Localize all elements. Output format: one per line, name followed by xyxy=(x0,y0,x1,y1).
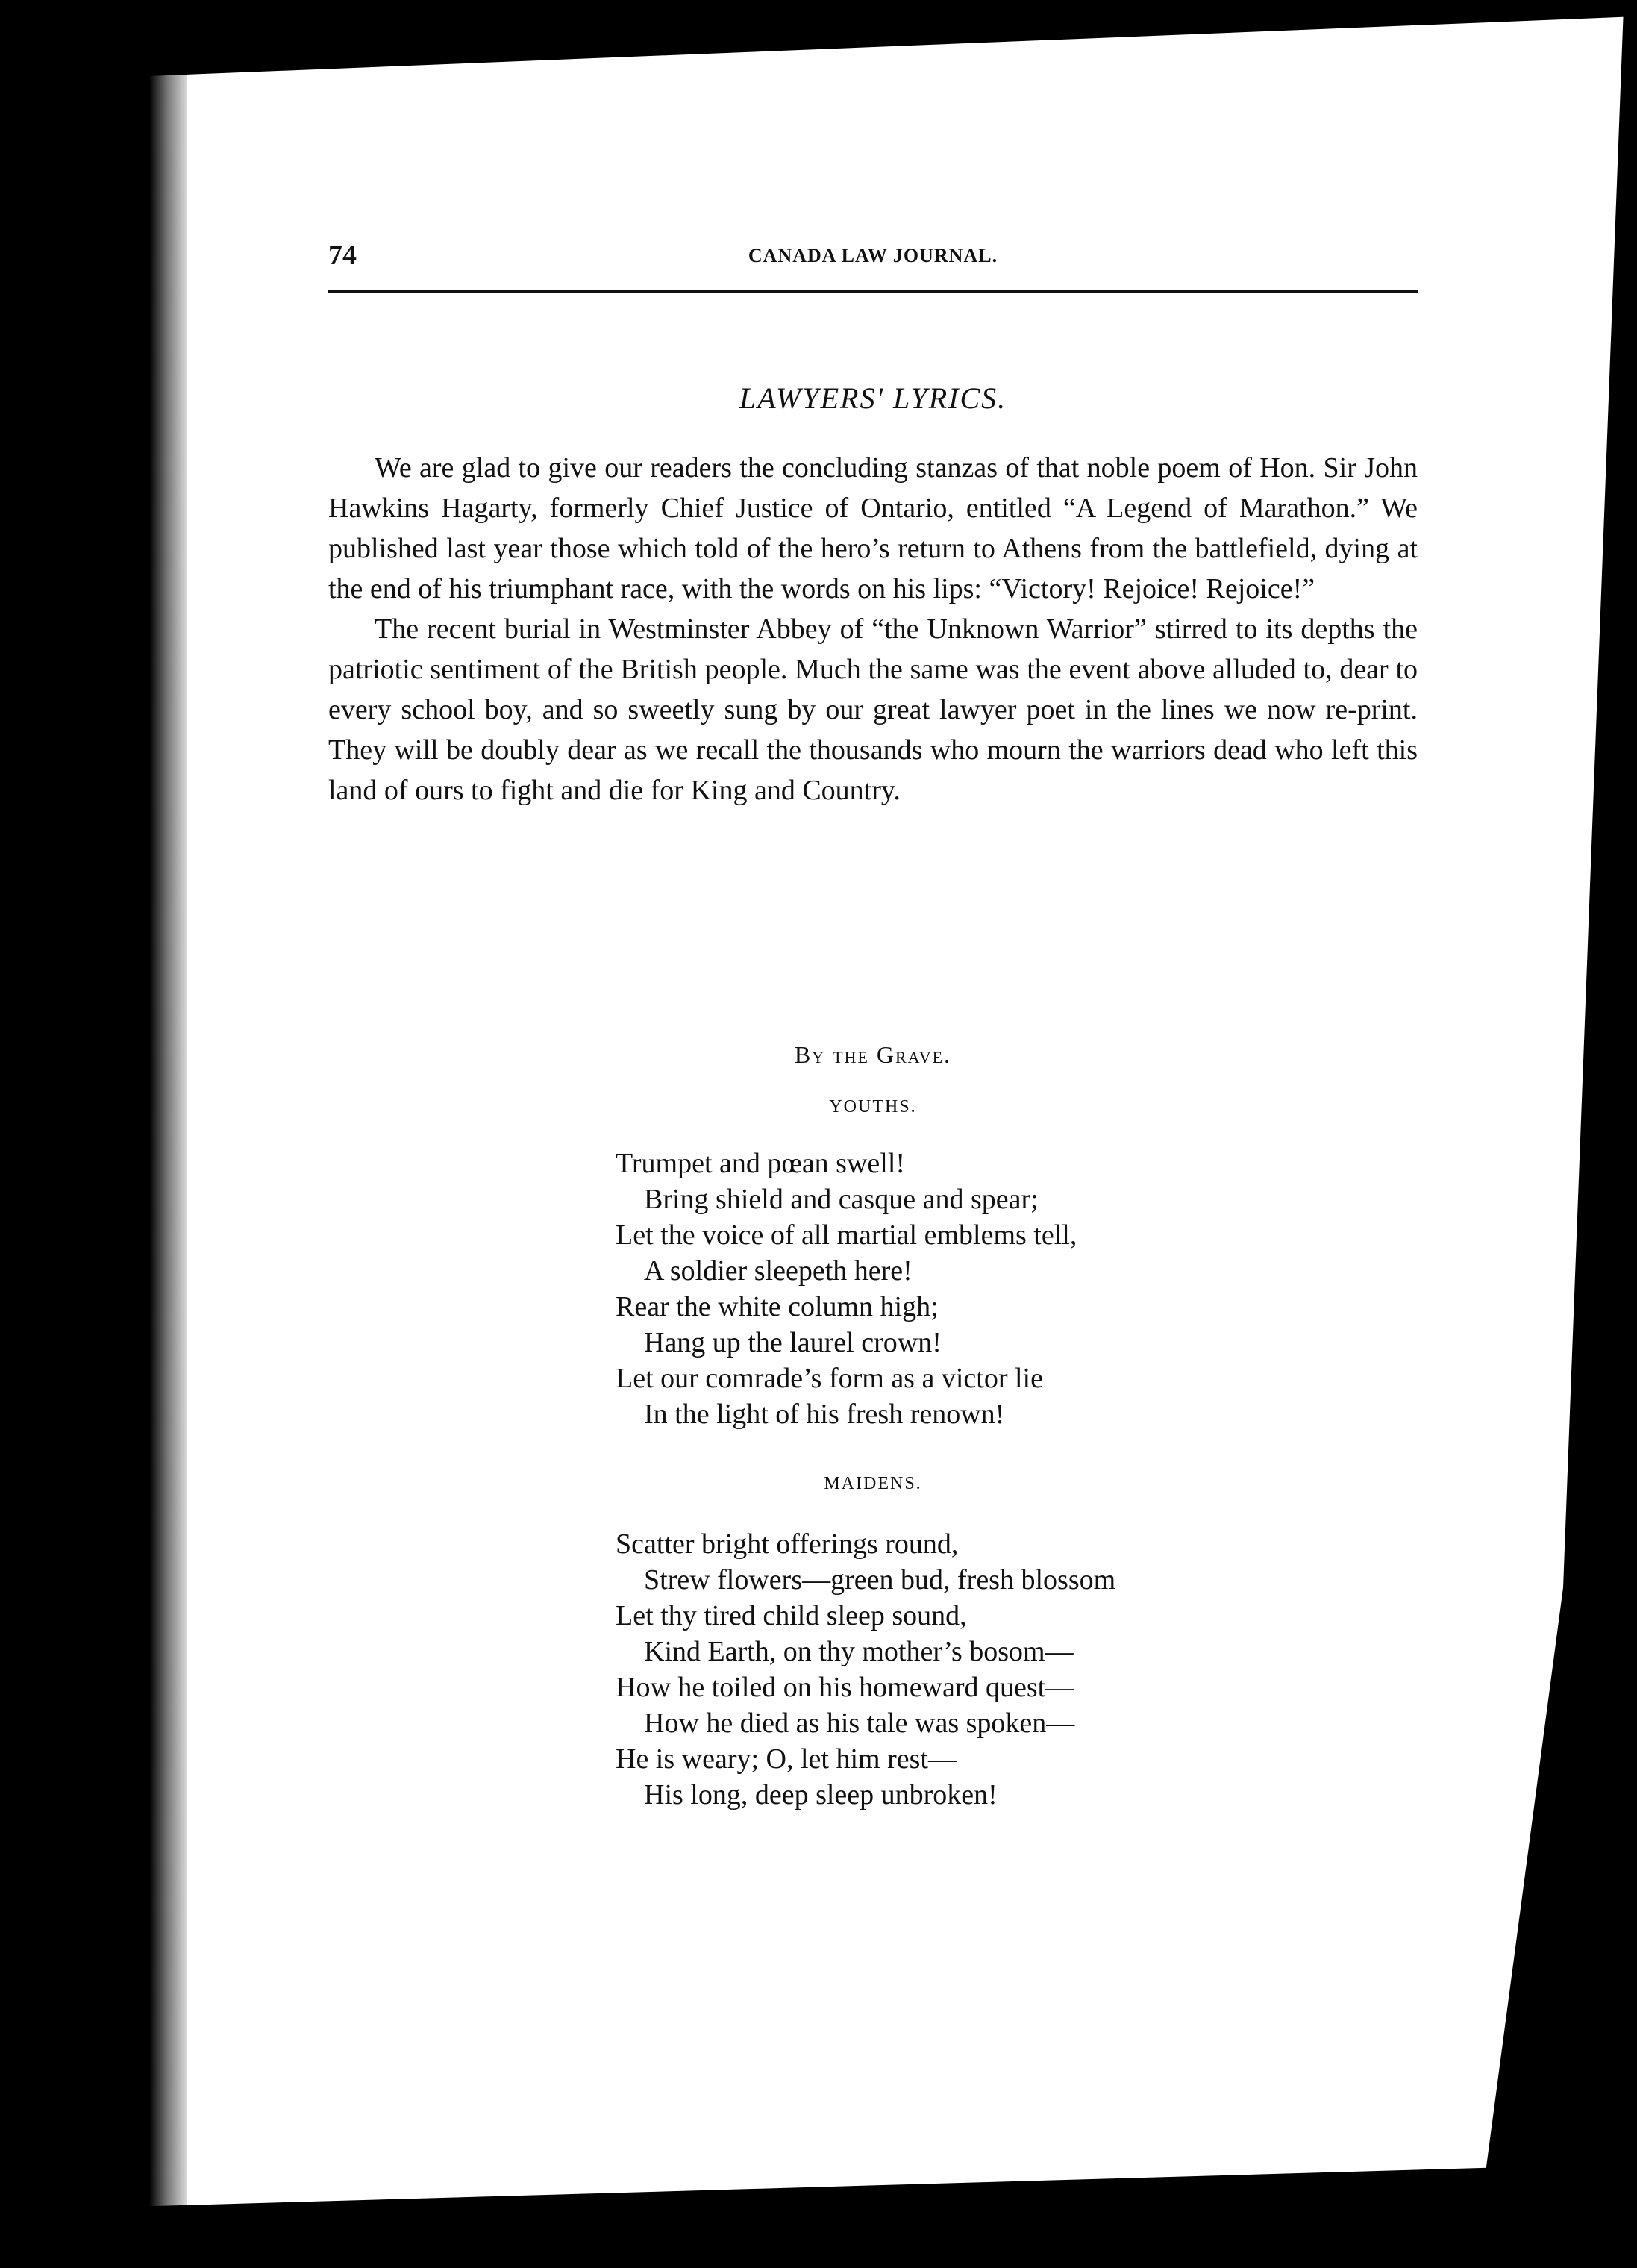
poem-line: Let our comrade’s form as a victor lie xyxy=(616,1363,1043,1394)
poem-line: How he toiled on his homeward quest— xyxy=(616,1672,1074,1703)
poem-line: In the light of his fresh renown! xyxy=(644,1399,1005,1430)
poem-line: Kind Earth, on thy mother’s bosom— xyxy=(644,1636,1074,1667)
article-body xyxy=(328,448,1418,810)
paragraph: We are glad to give our readers the concluding stanzas of that noble poem of Hon. Sir John Hawkins Hagarty, formerly Chief Justice of Ontario, entitled “A Legend of Marathon.” We published last year those which told of the hero’s return to Athens from the battlefield, dying at the end of his triumphant race, with the words on his lips: “Victory! Rejoice! Rejoice!” xyxy=(328,452,1418,605)
running-head: CANADA LAW JOURNAL. xyxy=(748,245,998,266)
stanza-speaker-maidens: MAIDENS. xyxy=(824,1474,922,1493)
poem-line: Scatter bright offerings round, xyxy=(616,1528,959,1560)
scan-border-right xyxy=(1473,0,1637,2268)
poem-line: He is weary; O, let him rest— xyxy=(616,1743,957,1775)
poem-line: Bring shield and casque and spear; xyxy=(644,1184,1039,1215)
poem-line: A soldier sleepeth here! xyxy=(644,1255,913,1287)
poem-line: Let thy tired child sleep sound, xyxy=(616,1600,967,1631)
paragraph: The recent burial in Westminster Abbey of “the Unknown Warrior” stirred to its depths the patriotic sentiment of the British people. Much the same was the event above alluded to, dear to every school boy, and so sweetly sung by our great lawyer poet in the lines we now re-print. They will be doubly dear as we recall the thousands who mourn the warriors dead who left this land of ours to fight and die for King and Country. xyxy=(328,613,1418,806)
stanza-maidens xyxy=(616,1526,1362,1813)
stanza-speaker-youths: YOUTHS. xyxy=(829,1097,917,1116)
poem-line: His long, deep sleep unbroken! xyxy=(644,1779,998,1811)
poem-line: How he died as his tale was spoken— xyxy=(644,1708,1075,1739)
scan-border-top xyxy=(0,0,1637,82)
poem-line: Let the voice of all martial emblems tell, xyxy=(616,1219,1077,1251)
article-title: LAWYERS' LYRICS. xyxy=(739,381,1007,415)
poem-section-title: By the Grave. xyxy=(794,1041,952,1068)
poem-line: Rear the white column high; xyxy=(616,1291,939,1322)
header-rule xyxy=(328,290,1418,293)
page-number: 74 xyxy=(328,240,357,271)
stanza-youths xyxy=(616,1146,1362,1432)
poem-line: Strew flowers—green bud, fresh blossom xyxy=(644,1564,1116,1596)
scan-border-bottom xyxy=(0,2164,1637,2268)
scan-border-left xyxy=(0,0,187,2268)
page-header xyxy=(328,239,1418,284)
poem-line: Trumpet and pœan swell! xyxy=(616,1148,906,1179)
poem-line: Hang up the laurel crown! xyxy=(644,1327,942,1358)
